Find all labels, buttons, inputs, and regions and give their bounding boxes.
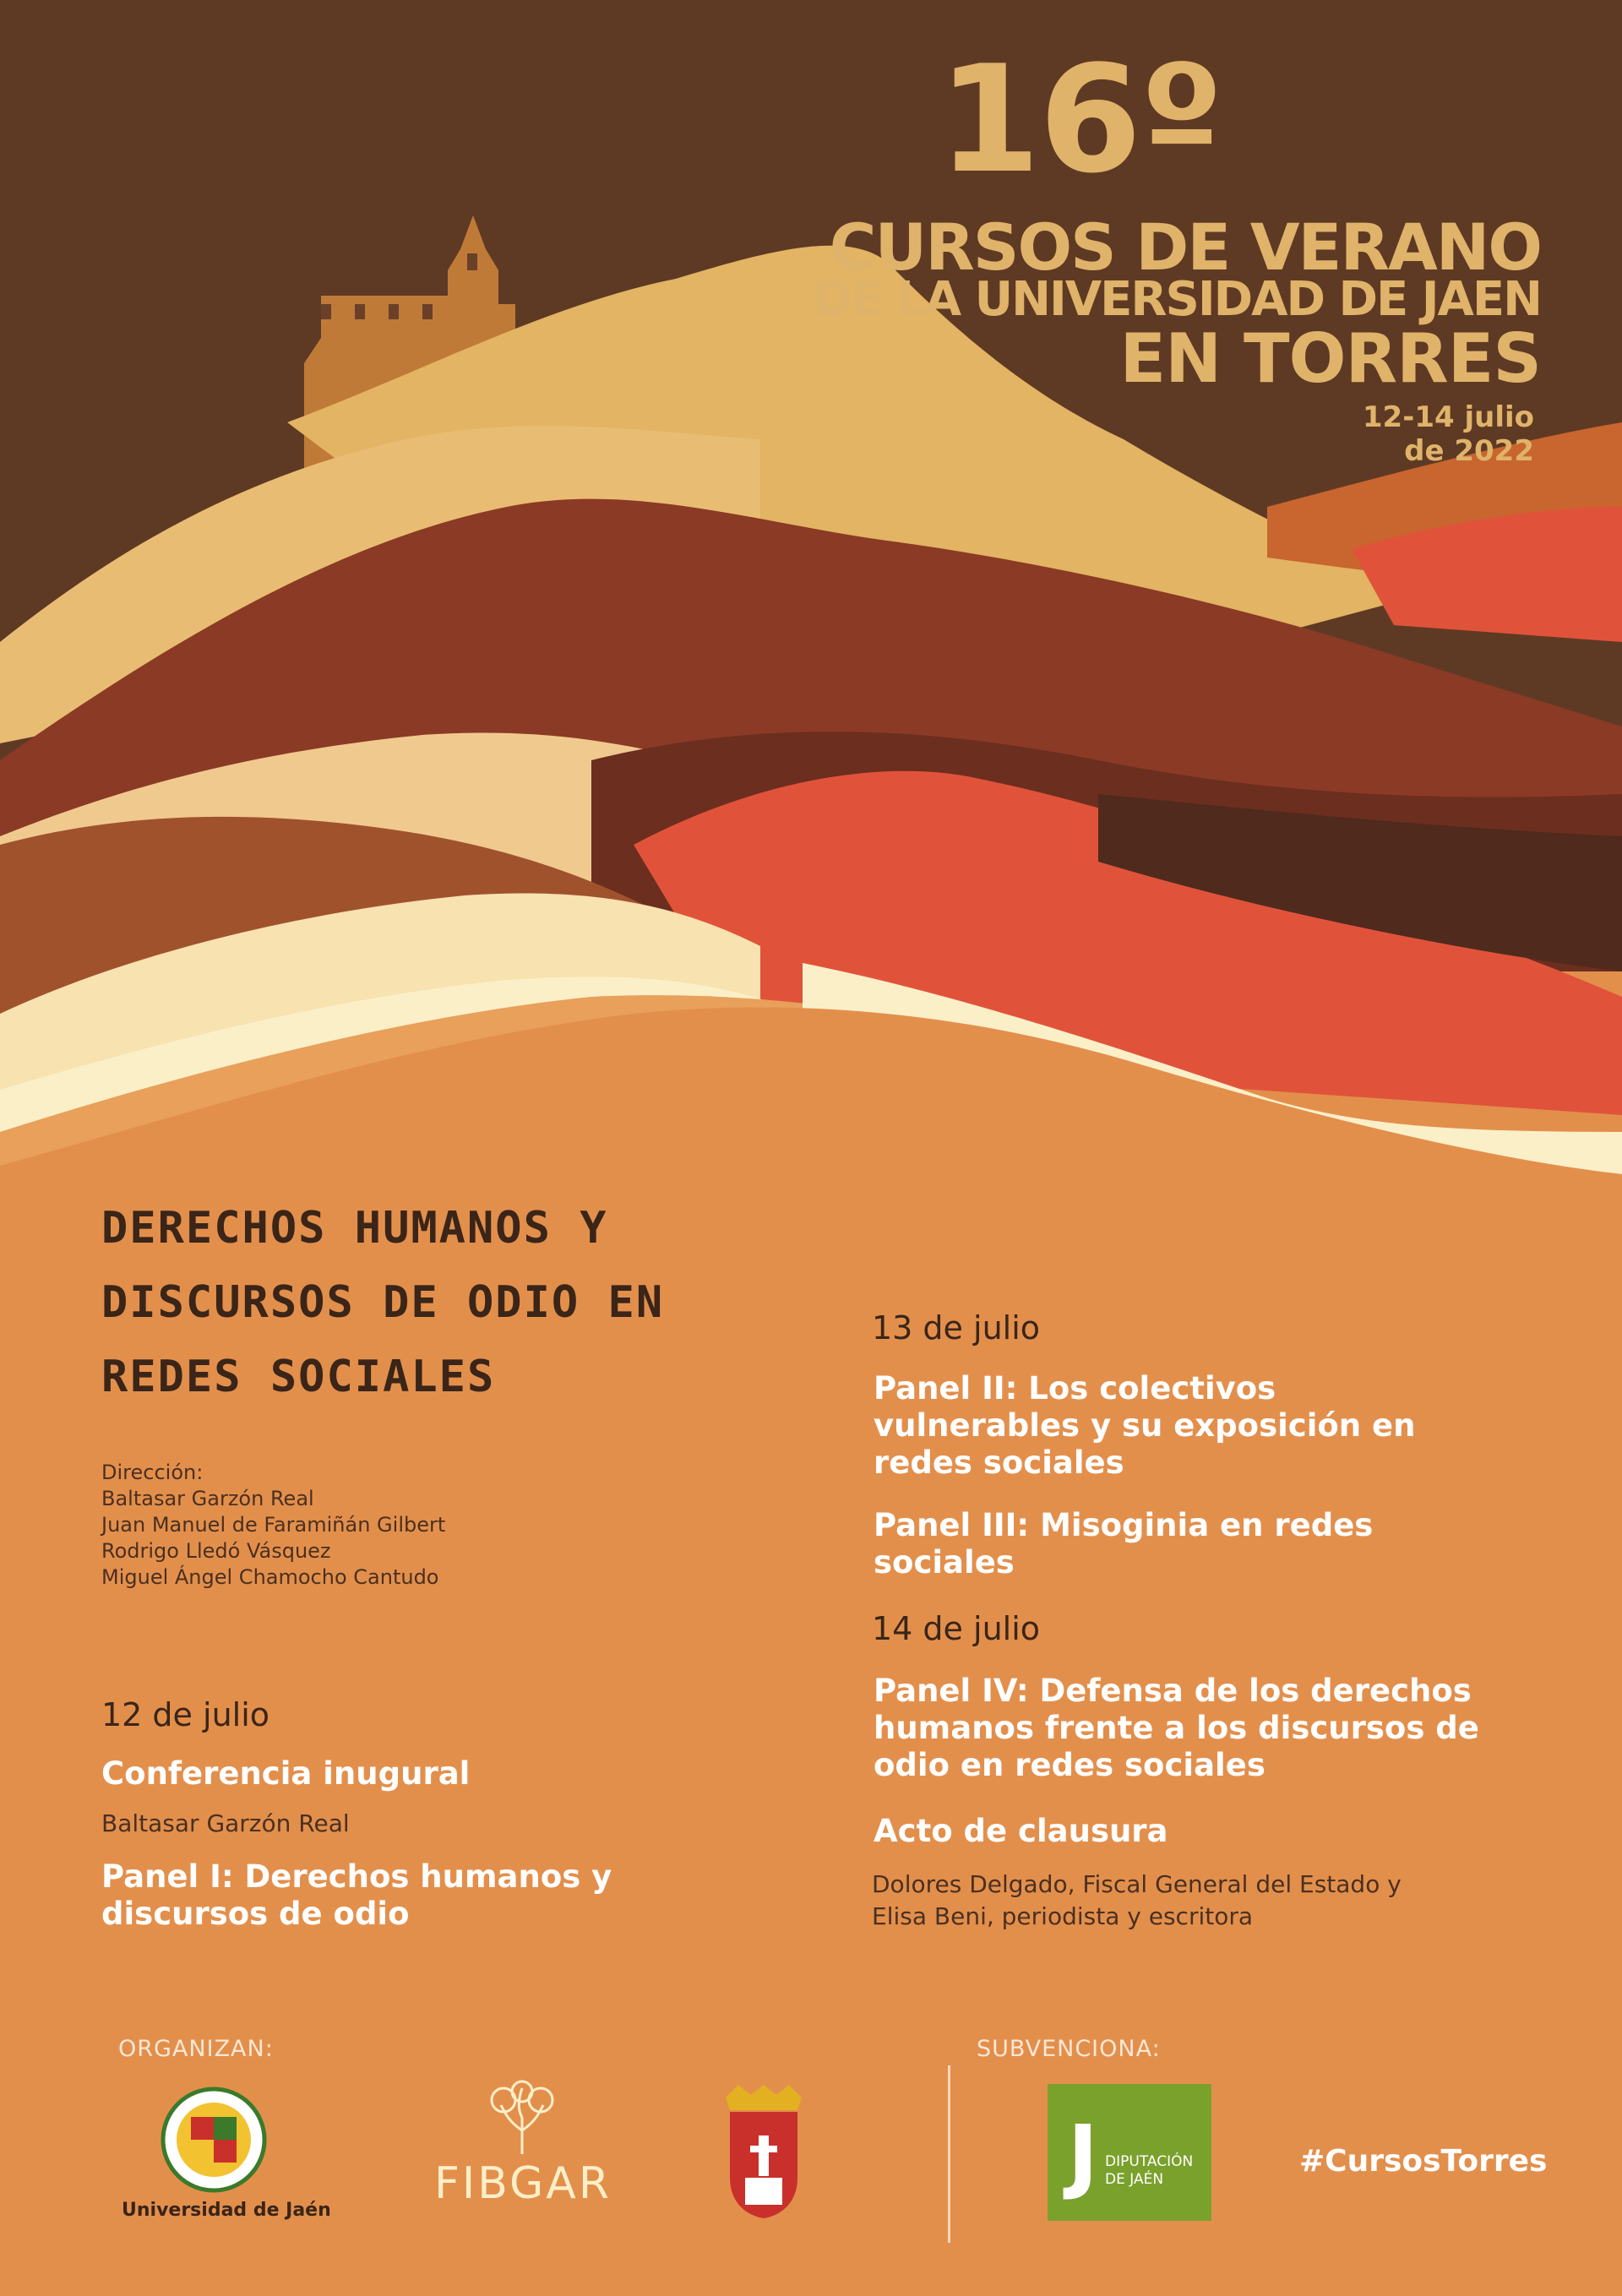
people-line: Dolores Delgado, Fiscal General del Estado y — [872, 1870, 1402, 1898]
day2-item2-title — [874, 1507, 1516, 1581]
panel-title-line: Panel II: Los colectivos — [874, 1370, 1276, 1406]
direction-block — [101, 1460, 574, 1591]
people-line: Elisa Beni, periodista y escritora — [872, 1902, 1254, 1930]
diputacion-logo-letter: J — [1068, 2108, 1098, 2202]
university-logo-caption: Universidad de Jaén — [122, 2200, 331, 2221]
diputacion-logo-text — [1105, 2153, 1193, 2189]
day1-item2-title — [101, 1858, 693, 1933]
date-line-1: 12-14 julio — [1362, 400, 1534, 434]
coat-of-arms-icon — [713, 2085, 814, 2220]
direction-label: Dirección: — [101, 1461, 204, 1484]
day3-item2-title: Acto de clausura — [874, 1813, 1168, 1849]
diputacion-line: DE JAÉN — [1105, 2171, 1164, 2188]
panel-title-line: humanos frente a los discursos de — [874, 1710, 1479, 1746]
title-line-torres: EN TORRES — [1119, 319, 1541, 398]
edition-number: 16º — [938, 35, 1222, 206]
day1-item1-title: Conferencia inugural — [101, 1755, 471, 1792]
panel-title-line: Panel III: Misoginia en redes — [874, 1507, 1374, 1543]
day3-item2-people — [872, 1869, 1565, 1933]
panel-title-line: odio en redes sociales — [874, 1747, 1265, 1783]
organizers-label: ORGANIZAN: — [118, 2036, 274, 2062]
tree-icon — [480, 2080, 564, 2156]
director-name: Baltasar Garzón Real — [101, 1487, 314, 1510]
date-line-2: de 2022 — [1404, 434, 1534, 468]
day1-date: 12 de julio — [101, 1696, 270, 1733]
director-name: Rodrigo Lledó Vásquez — [101, 1539, 331, 1563]
fibgar-logo-text: FIBGAR — [434, 2158, 612, 2209]
panel-title-line: Panel I: Derechos humanos y — [101, 1858, 612, 1895]
day3-date: 14 de julio — [872, 1610, 1041, 1647]
panel-title-line: Panel IV: Defensa de los derechos — [874, 1673, 1472, 1709]
university-seal-icon — [159, 2085, 269, 2195]
day3-item1-title — [874, 1673, 1549, 1784]
day2-item1-title — [874, 1370, 1516, 1482]
sponsor-label: SUBVENCIONA: — [977, 2036, 1161, 2062]
diputacion-line: DIPUTACIÓN — [1105, 2153, 1194, 2170]
title-line-cursos: CURSOS DE VERANO — [829, 209, 1541, 285]
course-title-line: DERECHOS HUMANOS Y — [101, 1203, 608, 1254]
director-name: Juan Manuel de Faramiñán Gilbert — [101, 1513, 446, 1537]
panel-title-line: sociales — [874, 1544, 1015, 1581]
panel-title-line: discursos de odio — [101, 1896, 410, 1932]
director-name: Miguel Ángel Chamocho Cantudo — [101, 1565, 439, 1589]
panel-title-line: redes sociales — [874, 1445, 1124, 1481]
hashtag: #CursosTorres — [1299, 2144, 1548, 2179]
course-title-line: DISCURSOS DE ODIO EN — [101, 1277, 665, 1328]
day2-date: 13 de julio — [872, 1309, 1041, 1347]
event-dates — [1314, 400, 1534, 468]
diputacion-logo — [1048, 2084, 1211, 2221]
panel-title-line: vulnerables y su exposición en — [874, 1407, 1416, 1444]
title-line-universidad: DE LA UNIVERSIDAD DE JAEN — [813, 272, 1541, 327]
course-title-line: REDES SOCIALES — [101, 1352, 496, 1402]
course-title — [101, 1191, 845, 1414]
day1-item1-people: Baltasar Garzón Real — [101, 1809, 350, 1837]
